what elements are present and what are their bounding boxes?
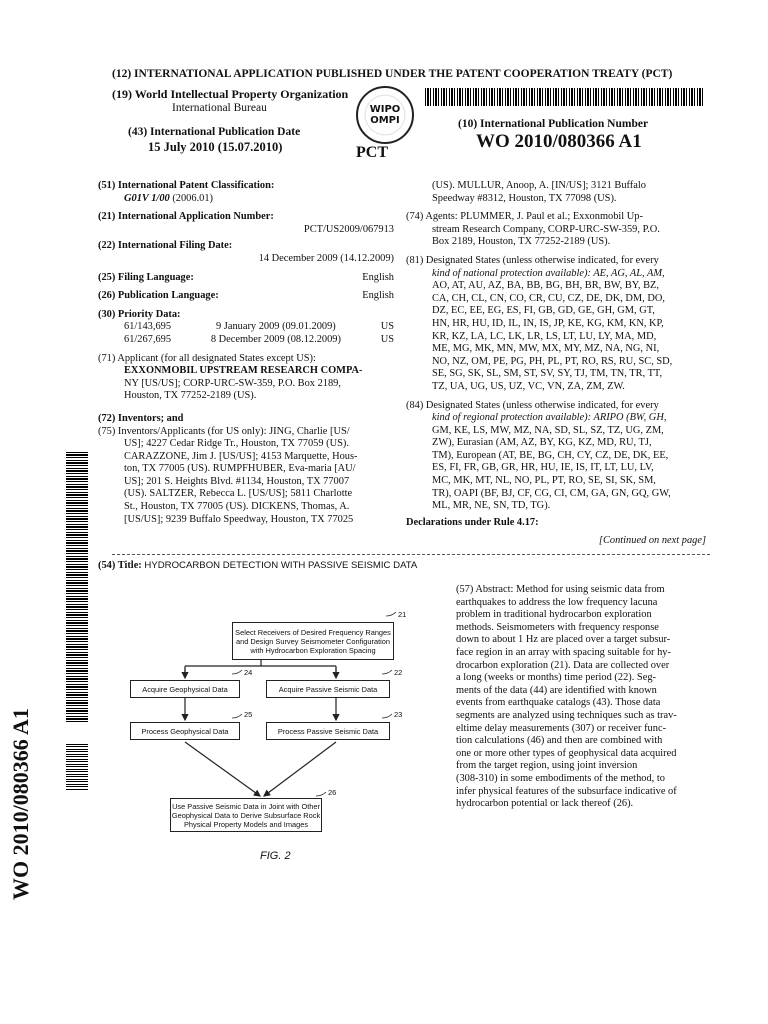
- abstract-block: (57) Abstract: Method for using seismic data from earthquakes to address the low frequency lacuna problem in traditional hydrocarbon exploration methods. Seismometers with frequency response down to about 1 Hz are placed over a target subsur- face region in an array with spacing suitable for hy- drocarbon exploration (21). Data are collected over a long (weeks or months) time period (22). Seg- ments of the data (44) are identified with known events from earthquake catalogs (43). Those data segments are analyzed using techniques such as trav- eltime delay measurements (307) or receiver func- tion calculations (46) and then are combined with one or more other types of geophysical data acquired from the target region, using joint inversion (308-310) in some embodiments of the method, to infer physical features of the subsurface indicative of hydrocarbon potential or lack thereof (26).: [456, 584, 677, 810]
- title-label: (54) Title:: [98, 560, 142, 571]
- pub-date-value: 15 July 2010 (15.07.2010): [148, 140, 283, 154]
- f81-block: (81) Designated States (unless otherwise indicated, for every kind of national protection available): AE, AG, AL, AM, AO, AT, AU, AZ, BA, BB, BG, BH, BR, BW, BY, BZ, CA, CH, CL, CN, CO, CR, CU, CZ, DE, DK, DM, DO, DZ, EC, EE, EG, ES, FI, GB, GD, GE, GH, GM, GT, HN, HR, HU, ID, IL, IN, IS, JP, KE, KG, KM, KN, KP, KR, KZ, LA, LC, LK, LR, LS, LT, LU, LY, MA, MD, ME, MG, MK, MN, MW, MX, MY, MZ, NA, NG, NI, NO, NZ, OM, PE, PG, PH, PL, PT, RO, RS, RU, SC, SD, SE, SG, SK, SL, SM, ST, SV, SY, TJ, TM, TN, TR, TT, TZ, UA, UG, US, UZ, VC, VN, ZA, ZM, ZW.: [406, 254, 673, 392]
- title-line: [98, 560, 417, 573]
- pub-number-value: WO 2010/080366 A1: [476, 131, 642, 152]
- f75-block: (75) Inventors/Applicants (for US only): JING, Charlie [US/ US]; 4227 Cedar Ridge Tr., Houston, TX 77059 (US). CARAZZONE, Jim J. [US/US]; 4153 Marquette, Hous- ton, TX 77005 (US). RUMPFHUBER, Eva-maria [AU/ US]; 201 S. Heights Blvd. #1134, Houston, TX 77007 (US). SALTZER, Rebecca L. [US/US]; 5811 Charlotte St., Houston, TX 77005 (US). DICKENS, Thomas, A. [US/US]; 9239 Buffalo Speedway, Houston, TX 77025: [98, 425, 358, 525]
- f30-label: (30) Priority Data:: [98, 308, 181, 320]
- f26-label: (26) Publication Language:: [98, 290, 219, 302]
- ref-num: 26: [328, 788, 337, 797]
- inventor-cont: (US). MULLUR, Anoop, A. [IN/US]; 3121 Buffalo Speedway #8312, Houston, TX 77098 (US).: [432, 180, 646, 204]
- document-header: (12) INTERNATIONAL APPLICATION PUBLISHED UNDER THE PATENT COOPERATION TREATY (PCT): [112, 68, 673, 80]
- continued-note: [Continued on next page]: [598, 535, 706, 547]
- ref-num: 23: [394, 710, 403, 719]
- wipo-seal-logo: WIPO OMPI: [356, 86, 414, 144]
- flow-box-24: Acquire Geophysical Data: [130, 680, 240, 698]
- f51-value: G01V 1/00: [124, 192, 170, 204]
- f21-value: PCT/US2009/067913: [303, 223, 394, 235]
- f22-label: (22) International Filing Date:: [98, 240, 233, 252]
- ref-num: 21: [398, 610, 407, 619]
- f51-year: (2006.01): [172, 192, 214, 204]
- f21-label: (21) International Application Number:: [98, 211, 274, 223]
- pub-date-label: (43) International Publication Date: [128, 126, 301, 138]
- priority-row: 61/267,695 8 December 2009 (08.12.2009) US: [124, 333, 394, 345]
- section-divider: [112, 554, 710, 555]
- f71-block: (71) Applicant (for all designated States except US): EXXONMOBIL UPSTREAM RESEARCH COMPA- NY [US/US]; CORP-URC-SW-359, P.O. Box 2189, Houston, TX 77252-2189 (US).: [98, 352, 363, 402]
- figure-caption: FIG. 2: [260, 850, 291, 862]
- ref-num: 25: [244, 710, 253, 719]
- flow-box-26: Use Passive Seismic Data in Joint with Other Geophysical Data to Derive Subsurface Rock Physical Property Models and Images: [170, 798, 322, 832]
- declarations-label: Declarations under Rule 4.17:: [406, 516, 539, 528]
- ref-num: 22: [394, 668, 403, 677]
- f26-value: English: [362, 290, 394, 302]
- f74-block: (74) Agents: PLUMMER, J. Paul et al.; Exxonmobil Up- stream Research Company, CORP-URC-SW-359, P.O. Box 2189, Houston, TX 77252-2189 (US).: [406, 211, 660, 248]
- flow-box-23: Process Passive Seismic Data: [266, 722, 390, 740]
- f22-value: 14 December 2009 (14.12.2009): [258, 252, 394, 264]
- f25-value: English: [362, 271, 394, 283]
- barcode-side: [66, 450, 88, 722]
- f84-block: (84) Designated States (unless otherwise indicated, for every kind of regional protection available): ARIPO (BW, GH, GM, KE, LS, MW, MZ, NA, SD, SL, SZ, TZ, UG, ZM, ZW), Eurasian (AM, AZ, BY, KG, KZ, MD, RU, TJ, TM), European (AT, BE, BG, CH, CY, CZ, DE, DK, EE, ES, FI, FR, GB, GR, HR, HU, IE, IS, IT, LT, LU, LV, MC, MK, MT, NL, NO, PL, PT, RO, SE, SI, SK, SM, TR), OAPI (BF, BJ, CF, CG, CI, CM, GA, GN, GQ, GW, ML, MR, NE, SN, TD, TG).: [406, 399, 671, 512]
- priority-row: 61/143,695 9 January 2009 (09.01.2009) US: [124, 321, 394, 333]
- wipo-org: (19) World Intellectual Property Organization: [112, 87, 349, 101]
- side-publication-number: WO 2010/080366 A1: [8, 708, 33, 900]
- f25-label: (25) Filing Language:: [98, 271, 194, 283]
- right-column: [406, 180, 706, 548]
- pct-label: PCT: [356, 144, 388, 161]
- left-column: [98, 180, 394, 526]
- title-value: HYDROCARBON DETECTION WITH PASSIVE SEISMIC DATA: [144, 560, 418, 571]
- barcode-top: [425, 88, 705, 106]
- flow-box-25: Process Geophysical Data: [130, 722, 240, 740]
- pub-number-label: (10) International Publication Number: [458, 118, 649, 130]
- wipo-bureau: International Bureau: [172, 102, 267, 114]
- flow-box-22: Acquire Passive Seismic Data: [266, 680, 390, 698]
- flow-box-21: Select Receivers of Desired Frequency Ranges and Design Survey Seismometer Configuration with Hydrocarbon Exploration Spacing: [232, 622, 394, 660]
- barcode-side-short: [66, 742, 88, 790]
- ref-num: 24: [244, 668, 253, 677]
- f72-label: (72) Inventors; and: [98, 412, 184, 424]
- f51-label: (51) International Patent Classification:: [98, 180, 275, 191]
